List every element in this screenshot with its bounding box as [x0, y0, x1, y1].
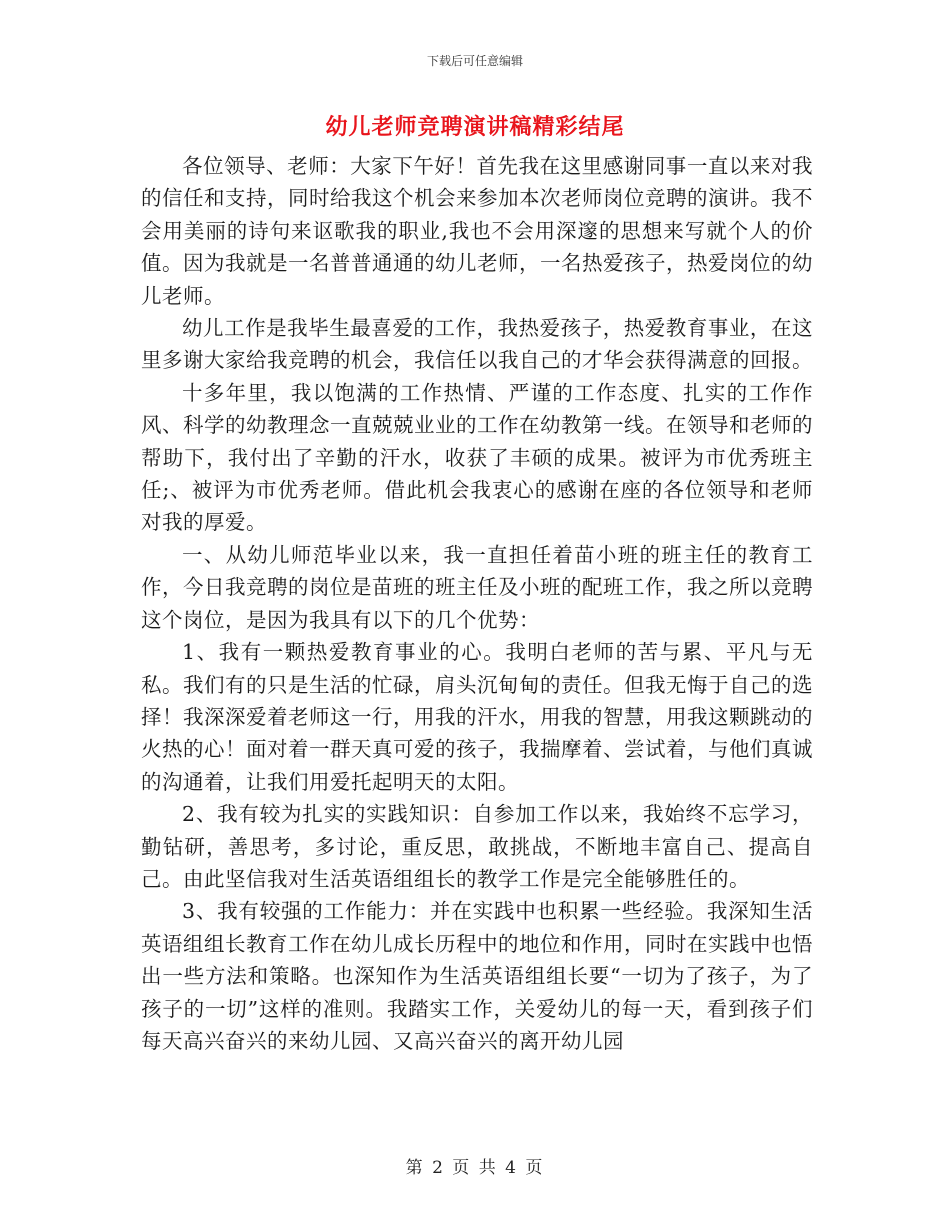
page-footer: 第 2 页 共 4 页 — [405, 1158, 545, 1178]
paragraph-6: 2、我有较为扎实的实践知识：自参加工作以来，我始终不忘学习，勤钻研，善思考，多讨论，重反思，敢挑战，不断地丰富自己、提高自己。由此坚信我对生活英语组组长的教学工作是完全能够胜任的。 — [141, 802, 813, 891]
document-title: 幼儿老师竞聘演讲稿精彩结尾 — [325, 114, 625, 140]
page-header: 下载后可任意编辑 — [426, 54, 523, 68]
paragraph-7: 3、我有较强的工作能力：并在实践中也积累一些经验。我深知生活英语组组长教育工作在幼儿成长历程中的地位和作用，同时在实践中也悟出一些方法和策略。也深知作为生活英语组组长要“一切为了孩子，为了孩子的一切”这样的准则。我踏实工作，关爱幼儿的每一天，看到孩子们每天高兴奋兴的来幼儿园、又高兴奋兴的离开幼儿园 — [141, 899, 813, 1053]
paragraph-5: 1、我有一颗热爱教育事业的心。我明白老师的苦与累、平凡与无私。我们有的只是生活的忙碌，肩头沉甸甸的责任。但我无悔于自己的选择！我深深爱着老师这一行，用我的汗水，用我的智慧，用我这颗跳动的火热的心！面对着一群天真可爱的孩子，我揣摩着、尝试着，与他们真诚的沟通着，让我们用爱托起明天的太阳。 — [141, 640, 813, 794]
paragraph-1: 各位领导、老师：大家下午好！首先我在这里感谢同事一直以来对我的信任和支持，同时给我这个机会来参加本次老师岗位竞聘的演讲。我不会用美丽的诗句来讴歌我的职业,我也不会用深邃的思想来写就个人的价值。因为我就是一名普普通通的幼儿老师，一名热爱孩子，热爱岗位的幼儿老师。 — [141, 154, 813, 308]
document-body — [141, 150, 813, 1057]
paragraph-3: 十多年里，我以饱满的工作热情、严谨的工作态度、扎实的工作作风、科学的幼教理念一直兢兢业业的工作在幼教第一线。在领导和老师的帮助下，我付出了辛勤的汗水，收获了丰硕的成果。被评为市优秀班主任;、被评为市优秀老师。借此机会我衷心的感谢在座的各位领导和老师对我的厚爱。 — [141, 380, 813, 535]
paragraph-4: 一、从幼儿师范毕业以来，我一直担任着苗小班的班主任的教育工作，今日我竞聘的岗位是苗班的班主任及小班的配班工作，我之所以竞聘这个岗位，是因为我具有以下的几个优势： — [141, 542, 813, 632]
paragraph-2: 幼儿工作是我毕生最喜爱的工作，我热爱孩子，热爱教育事业，在这里多谢大家给我竞聘的机会，我信任以我自己的才华会获得满意的回报。 — [141, 316, 813, 373]
